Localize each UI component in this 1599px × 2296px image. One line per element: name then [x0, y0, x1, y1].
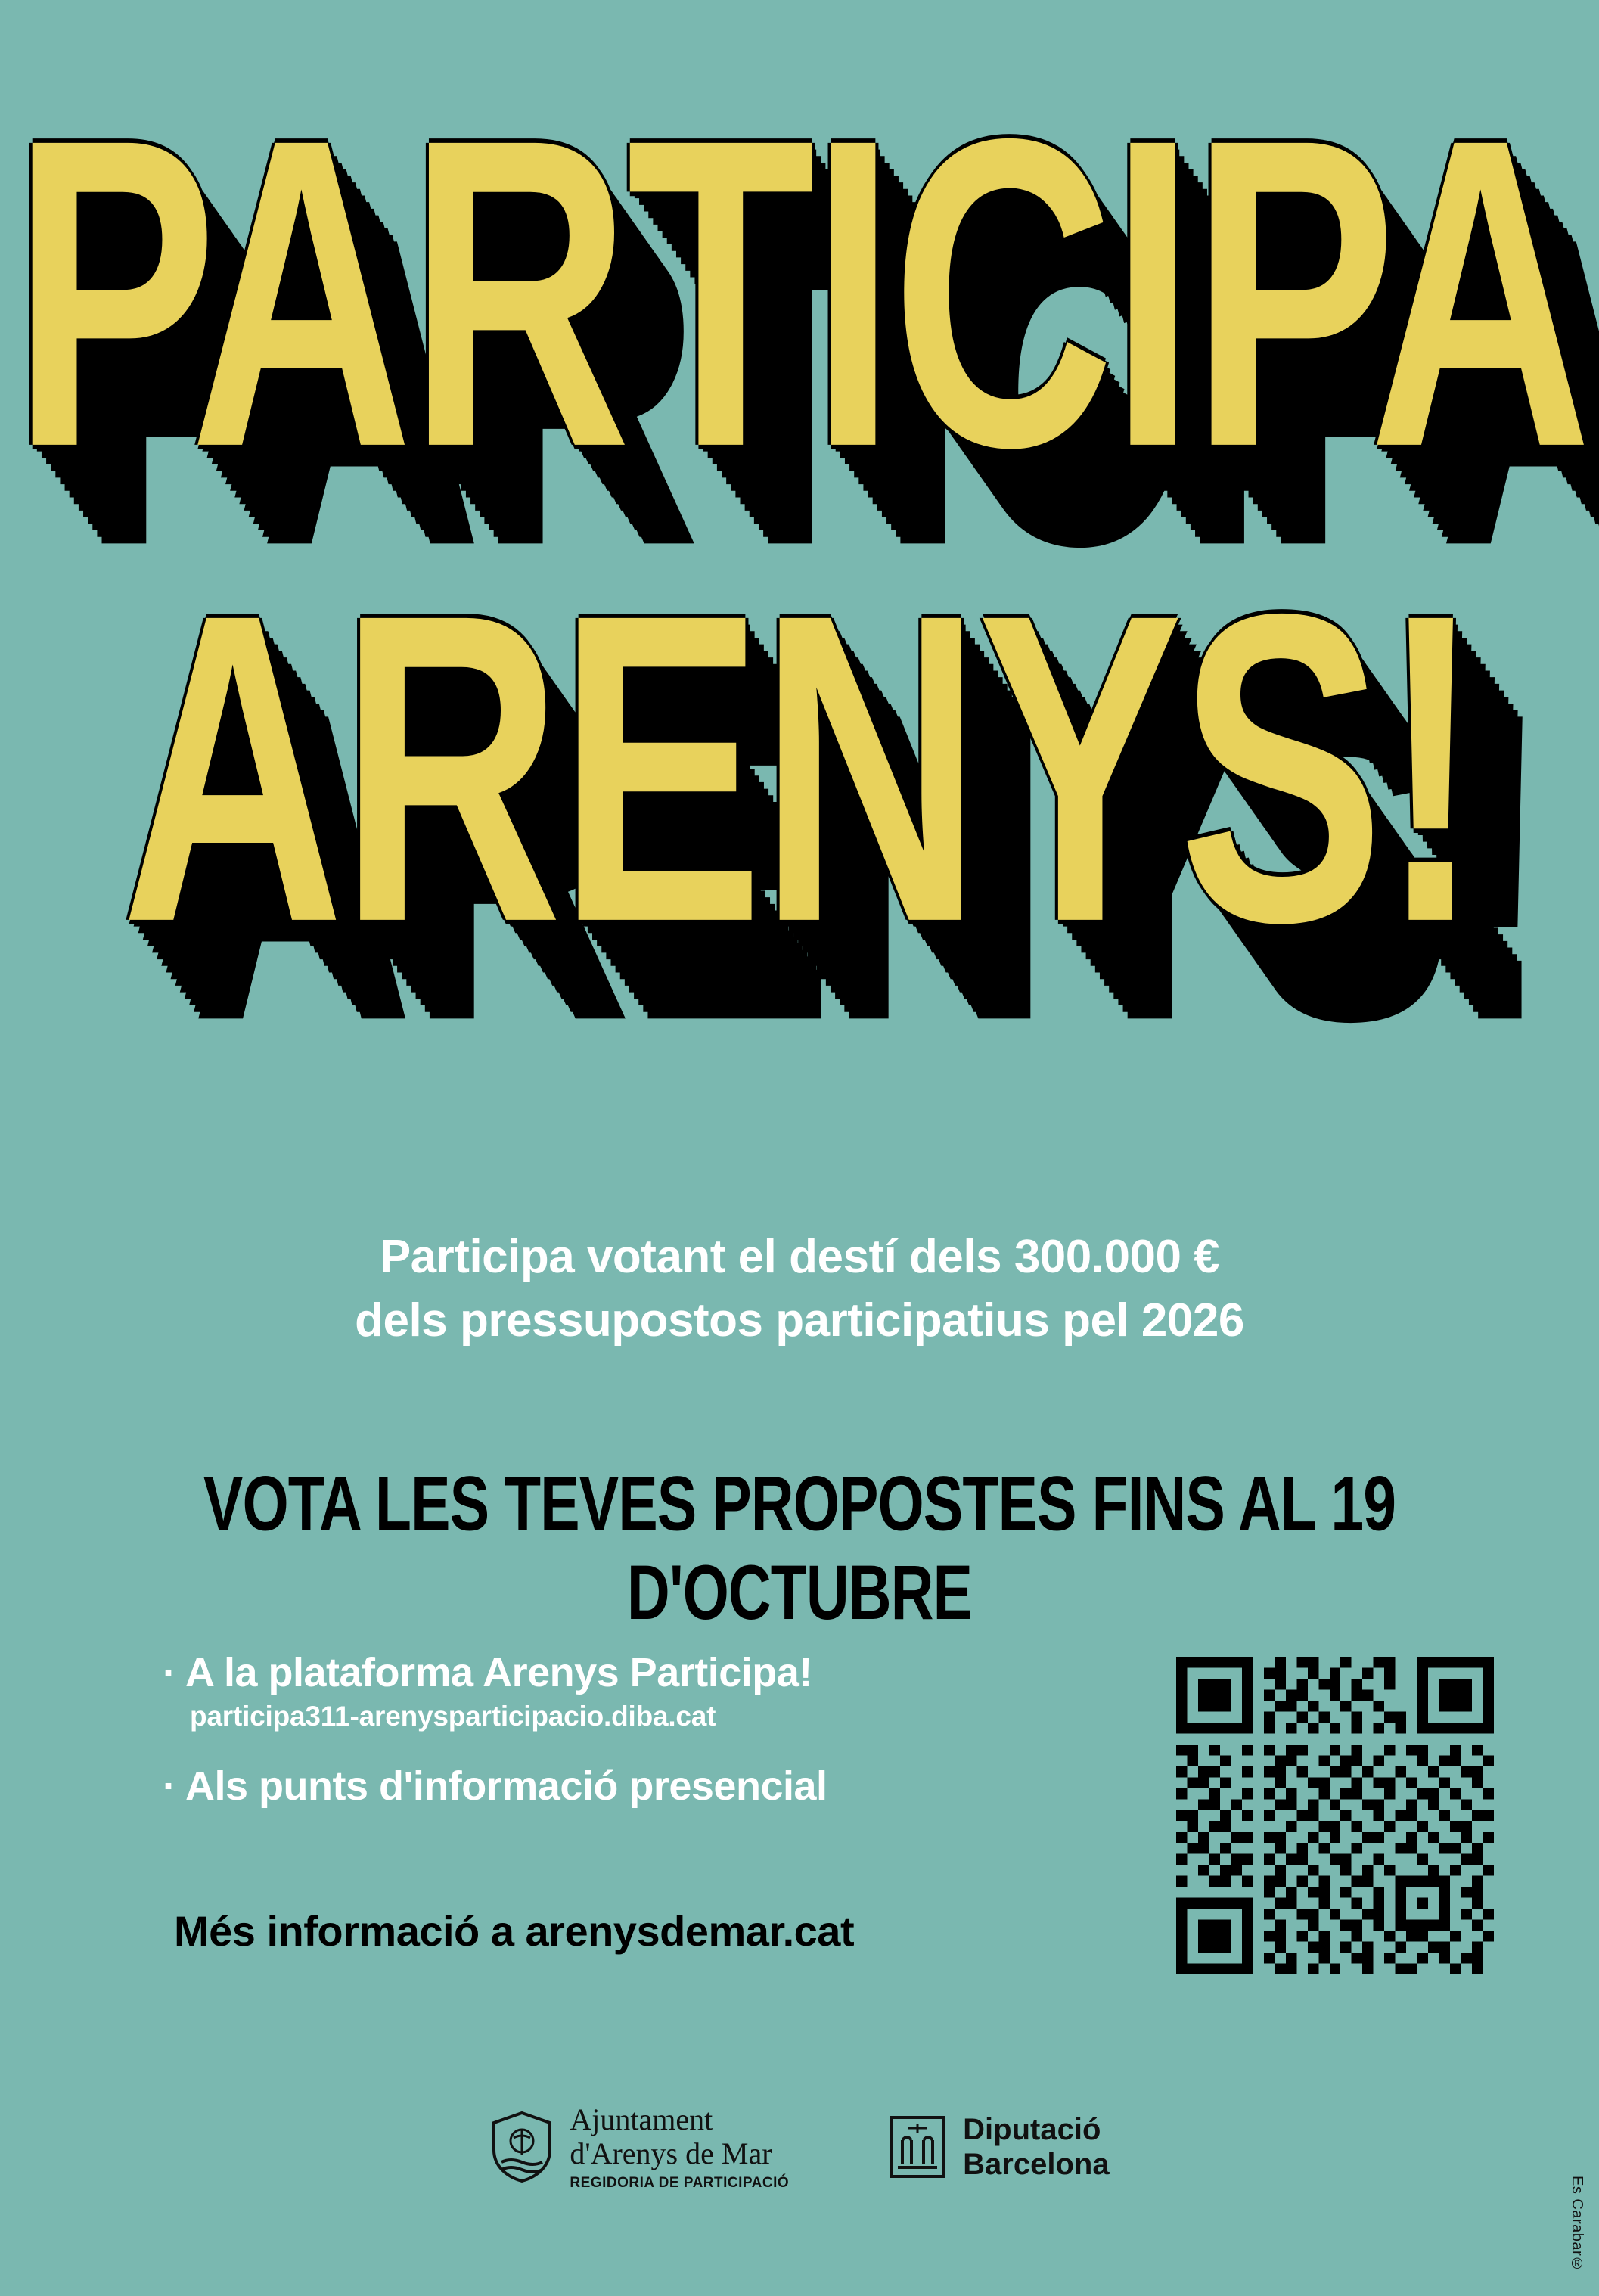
logo-diputacio-barcelona: [887, 2112, 1109, 2182]
diputacio-line-1: Diputació: [963, 2112, 1101, 2146]
bullet-item-presencial: · Als punts d'informació presencial: [163, 1763, 827, 1809]
platform-url[interactable]: participa311-arenysparticipacio.diba.cat: [190, 1701, 716, 1732]
ajuntament-line-1: Ajuntament: [570, 2102, 713, 2136]
designer-credit: Es Carabar®: [1569, 2176, 1585, 2273]
headline-line-1: PARTICIPA: [11, 48, 1588, 539]
ajuntament-logo-text: [570, 2103, 789, 2191]
ajuntament-line-3: REGIDORIA DE PARTICIPACIÓ: [570, 2174, 790, 2191]
subtitle-line-1: Participa votant el destí dels 300.000 €: [379, 1231, 1220, 1283]
diputacio-line-2: Barcelona: [963, 2147, 1110, 2181]
ajuntament-line-2: d'Arenys de Mar: [570, 2136, 772, 2170]
headline-line-2: ARENYS!: [121, 523, 1478, 1014]
qr-code[interactable]: [1176, 1657, 1494, 1974]
deadline-banner: VOTA LES TEVES PROPOSTES FINS AL 19 D'OCTUBRE: [203, 1461, 1396, 1636]
subtitle: [0, 1226, 1599, 1352]
logo-ajuntament-arenys-de-mar: [489, 2103, 789, 2191]
diputacio-crest-icon: [887, 2113, 948, 2181]
bullet-item-platform: · A la plataforma Arenys Participa!: [163, 1650, 812, 1695]
diputacio-logo-text: [963, 2112, 1109, 2182]
headline-block: [0, 48, 1599, 1014]
subtitle-line-2: dels pressupostos participatius pel 2026: [355, 1294, 1244, 1347]
info-block: [163, 1649, 1055, 1814]
ajuntament-crest-icon: [489, 2111, 554, 2183]
qr-code-icon: [1176, 1657, 1494, 1974]
more-info-text: Més informació a arenysdemar.cat: [174, 1907, 855, 1955]
logo-row: [0, 2103, 1599, 2191]
